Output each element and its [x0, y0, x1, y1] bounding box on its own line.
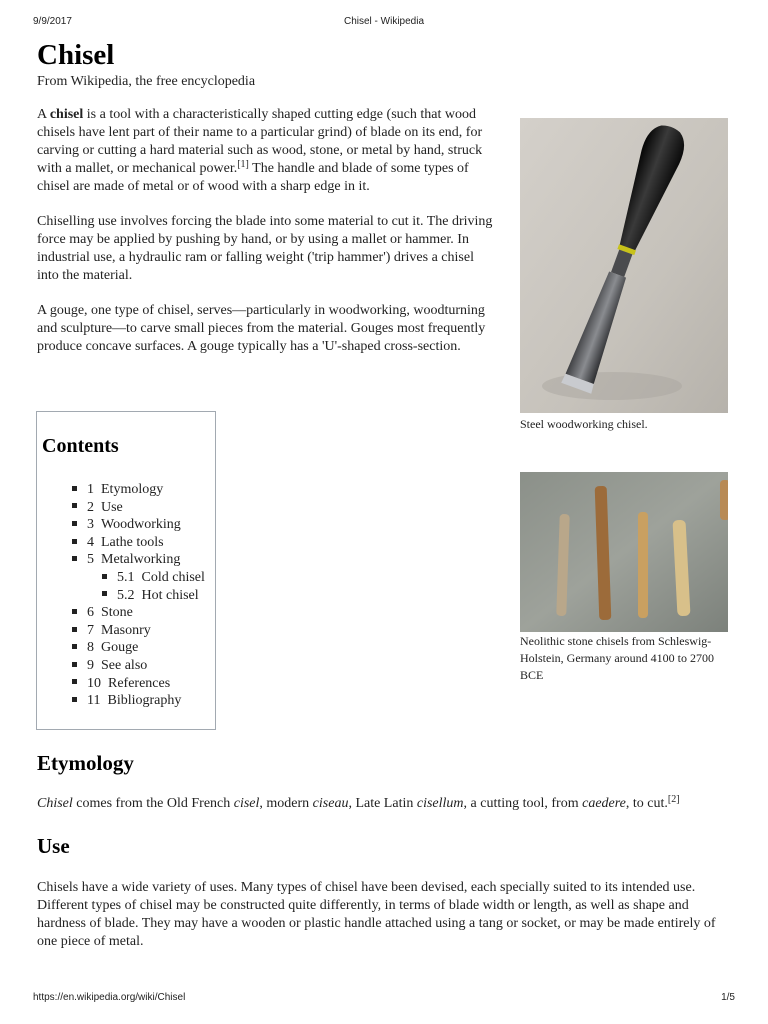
- bullet-icon: [72, 609, 77, 614]
- figure-caption: Neolithic stone chisels from Schleswig-Holstein, Germany around 4100 to 2700 BCE: [520, 634, 714, 682]
- print-date: 9/9/2017: [33, 16, 72, 27]
- page-number: 1/5: [721, 992, 735, 1003]
- bullet-icon: [72, 662, 77, 667]
- bullet-icon: [72, 556, 77, 561]
- toc-item-hot-chisel[interactable]: 5.2 Hot chisel: [45, 587, 205, 605]
- toc-item-stone[interactable]: 6 Stone: [45, 604, 205, 622]
- bullet-icon: [72, 539, 77, 544]
- use-paragraph: Chisels have a wide variety of uses. Many types of chisel have been devised, each specially suited to its intended use. Different types of chisel may be constructed quite differently, in terms of blade width or length, as well as shape and hardness of blade. They may have a wooden or plastic handle attached using a tang or socket, or may be made entirely of one piece of metal.: [37, 880, 716, 949]
- bullet-icon: [72, 503, 77, 508]
- toc-item-lathe-tools[interactable]: 4 Lathe tools: [45, 534, 205, 552]
- steel-chisel-image[interactable]: [520, 118, 728, 413]
- section-heading-etymology: Etymology: [37, 751, 134, 775]
- toc-item-etymology[interactable]: 1 Etymology: [45, 481, 205, 499]
- toc-item-see-also[interactable]: 9 See also: [45, 657, 205, 675]
- toc-heading: Contents: [42, 435, 119, 457]
- bullet-icon: [72, 679, 77, 684]
- bullet-icon: [72, 697, 77, 702]
- print-url: https://en.wikipedia.org/wiki/Chisel: [33, 992, 186, 1003]
- etymology-paragraph: Chisel comes from the Old French cisel, modern ciseau, Late Latin cisellum, a cutting tool, from caedere, to cut.[2]: [37, 794, 680, 811]
- figure-stone-chisels: [520, 472, 728, 684]
- page-title: Chisel: [37, 39, 115, 71]
- figure-caption: Steel woodworking chisel.: [520, 417, 648, 431]
- figure-steel-chisel: [520, 118, 728, 433]
- toc-item-gouge[interactable]: 8 Gouge: [45, 639, 205, 657]
- bullet-icon: [72, 521, 77, 526]
- bullet-icon: [72, 486, 77, 491]
- toc-item-woodworking[interactable]: 3 Woodworking: [45, 516, 205, 534]
- intro-paragraph-3: A gouge, one type of chisel, serves—particularly in woodworking, woodturning and sculpture—to carve small pieces from the material. Gouges most frequently produce concave surfaces. A gouge typically has a 'U'-shaped cross-section.: [37, 303, 486, 354]
- toc-item-cold-chisel[interactable]: 5.1 Cold chisel: [45, 569, 205, 587]
- bullet-icon: [102, 591, 107, 596]
- toc-item-masonry[interactable]: 7 Masonry: [45, 622, 205, 640]
- bold-term: chisel: [49, 107, 84, 122]
- bullet-icon: [102, 574, 107, 579]
- print-title: Chisel - Wikipedia: [343, 16, 425, 27]
- reference-link-2[interactable]: [2]: [667, 794, 680, 805]
- stone-chisels-image[interactable]: [520, 472, 728, 632]
- intro-paragraph-2: Chiselling use involves forcing the blade into some material to cut it. The driving force may be applied by pushing by hand, or by using a mallet or hammer. In industrial use, a hydraulic ram or falling weight ('trip hammer') drives a chisel into the material.: [37, 214, 493, 283]
- print-header: [33, 16, 735, 30]
- reference-link-1[interactable]: [1]: [237, 159, 249, 170]
- bullet-icon: [72, 627, 77, 632]
- toc-item-metalworking[interactable]: 5 Metalworking: [45, 551, 205, 569]
- section-heading-use: Use: [37, 834, 70, 858]
- toc-item-references[interactable]: 10 References: [45, 675, 205, 693]
- intro: [37, 106, 495, 373]
- bullet-icon: [72, 644, 77, 649]
- tagline: From Wikipedia, the free encyclopedia: [37, 74, 256, 89]
- intro-paragraph-1: A chisel is a tool with a characteristically shaped cutting edge (such that wood chisels have lent part of their name to a particular grind) of blade on its end, for carving or cutting a hard material such as wood, stone, or metal by hand, struck with a mallet, or mechanical power.[1] The handle and blade of some types of chisel are made of metal or of wood with a sharp edge in it.: [37, 107, 483, 194]
- toc-item-bibliography[interactable]: 11 Bibliography: [45, 692, 205, 710]
- table-of-contents: [36, 411, 216, 730]
- print-footer: [33, 992, 735, 1006]
- toc-item-use[interactable]: 2 Use: [45, 499, 205, 517]
